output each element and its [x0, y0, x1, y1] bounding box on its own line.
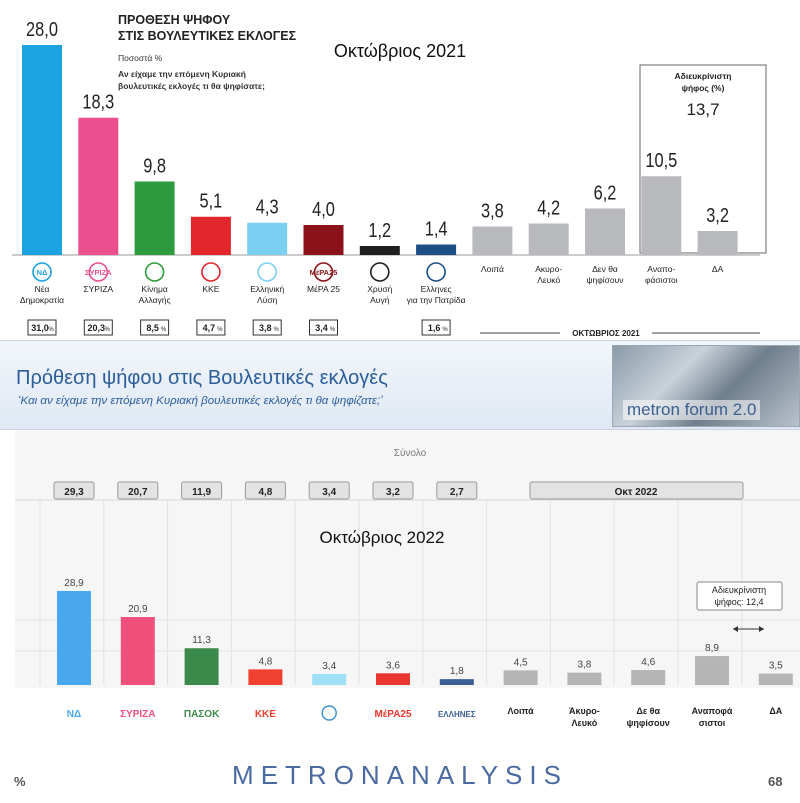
- category-label-2021-6-0: Χρυσή: [367, 284, 393, 294]
- reduced-value-2021-1: 20,3: [87, 323, 106, 333]
- value-label-2021-1: 18,3: [82, 90, 115, 114]
- reduced-suffix-2021-0: %: [48, 327, 54, 333]
- category-label-2021-10-1: ψηφίσουν: [586, 275, 624, 285]
- party-logo-2022-1: ΣΥΡΙΖΑ: [120, 709, 156, 720]
- period-label: Οκτώβριος 2021: [333, 41, 467, 61]
- reduced-value-2022-4: 3,4: [322, 487, 337, 498]
- chart-october-2021: [0, 0, 800, 340]
- category-label-2022-7-0: Λοιπά: [507, 706, 534, 716]
- reduced-suffix-2021-1: %: [104, 327, 110, 333]
- reduced-value-2021-5: 3,4: [315, 323, 328, 333]
- bar-2022-7: [504, 670, 538, 685]
- bar-2021-3: [191, 217, 231, 255]
- reduced-value-2021-0: 31,0: [31, 323, 49, 333]
- party-logo-2022-3: ΚΚΕ: [254, 709, 276, 720]
- reduced-value-2022-1: 20,7: [128, 487, 148, 498]
- value-label-2021-7: 1,4: [424, 216, 448, 240]
- value-label-2021-9: 4,2: [537, 195, 561, 219]
- undecided-box-2022-line2: ψήφος: 12,4: [714, 597, 764, 607]
- value-label-2021-3: 5,1: [199, 189, 223, 213]
- category-label-2021-2-1: Αλλαγής: [138, 295, 171, 305]
- bar-2022-1: [121, 617, 155, 685]
- value-label-2021-12: 3,2: [706, 203, 729, 227]
- question-line2: βουλευτικές εκλογές τι θα ψηφίσατε;: [118, 81, 265, 91]
- value-label-2021-4: 4,3: [255, 195, 279, 219]
- reduced-value-2022-3: 4,8: [258, 487, 273, 498]
- chart-header: Σύνολο: [393, 448, 427, 459]
- party-logo-2022-5: ΜέΡΑ25: [374, 709, 412, 720]
- bar-2021-5: [304, 225, 344, 255]
- party-logo-3: [202, 263, 220, 281]
- reduced-suffix-2021-7: %: [442, 327, 448, 333]
- bar-2021-1: [78, 118, 118, 255]
- reduced-value-2022-0: 29,3: [64, 487, 84, 498]
- category-label-2022-8-0: Άκυρο-: [568, 706, 600, 716]
- value-label-2022-3: 4,8: [258, 656, 273, 668]
- value-label-2022-6: 1,8: [449, 666, 464, 678]
- category-label-2021-9-0: Ακυρο-: [535, 264, 563, 274]
- party-logo-2022-0: ΝΔ: [66, 709, 82, 720]
- reduced-value-2022-2: 11,9: [192, 487, 212, 498]
- value-label-2022-5: 3,6: [386, 660, 400, 672]
- category-label-2021-10-0: Δεν θα: [592, 264, 618, 274]
- category-label-2021-9-1: Λευκό: [537, 275, 561, 285]
- value-label-2022-0: 28,9: [64, 578, 84, 589]
- value-label-2021-8: 3,8: [481, 198, 504, 222]
- party-logo-label-1: ΣΥΡΙΖΑ: [85, 268, 112, 277]
- category-label-2021-0-0: Νέα: [34, 284, 50, 294]
- bar-2021-12: [698, 231, 738, 255]
- party-logo-7: [427, 263, 445, 281]
- chart-october-2022: [0, 430, 800, 800]
- banner-brand: metron forum 2.0: [623, 400, 760, 420]
- section-label: ΟΚΤΩΒΡΙΟΣ 2021: [572, 329, 640, 338]
- undecided-box-value: 13,7: [686, 100, 720, 119]
- bar-2021-10: [585, 209, 625, 256]
- party-logo-label-5: ΜέΡΑ25: [309, 268, 338, 277]
- undecided-box-line1: Αδιευκρίνιστη: [674, 71, 732, 81]
- category-label-2021-1-0: ΣΥΡΙΖΑ: [83, 284, 114, 294]
- category-label-2021-4-1: Λύση: [257, 295, 278, 305]
- category-label-2021-11-1: φάσιστοι: [644, 275, 678, 285]
- bar-2022-2: [185, 648, 219, 685]
- bar-2022-3: [248, 669, 282, 685]
- category-label-2021-6-1: Αυγή: [370, 295, 390, 305]
- bar-2021-2: [135, 182, 175, 256]
- value-label-2022-2: 11,3: [192, 635, 211, 647]
- party-logo-4: [258, 263, 276, 281]
- percent-sign: %: [14, 774, 26, 789]
- banner-title: Πρόθεση ψήφου στις Βουλευτικές εκλογές: [16, 367, 388, 389]
- chart-title-line1: ΠΡΟΘΕΣΗ ΨΗΦΟΥ: [118, 13, 231, 27]
- value-label-2021-0: 28,0: [26, 17, 58, 41]
- category-label-2022-8-1: Λευκό: [571, 718, 598, 728]
- category-label-2022-9-1: ψηφίσουν: [626, 718, 670, 728]
- reduced-suffix-2021-5: %: [329, 327, 336, 333]
- category-label-2021-5-0: ΜέΡΑ 25: [307, 284, 340, 294]
- bar-2021-9: [529, 224, 569, 256]
- bar-2021-4: [247, 223, 287, 255]
- bar-2022-5: [376, 673, 410, 685]
- bar-2022-8: [567, 673, 601, 685]
- reduced-value-2022-5: 3,2: [386, 487, 400, 498]
- period-label-2022: Οκτώβριος 2022: [319, 528, 445, 547]
- value-label-2022-1: 20,9: [128, 604, 148, 616]
- value-label-2021-11: 10,5: [645, 148, 678, 172]
- category-label-2021-4-0: Ελληνική: [250, 284, 285, 294]
- banner-photo: [612, 345, 800, 427]
- reduced-value-2021-3: 4,7: [202, 323, 216, 333]
- unit-label: Ποσοστά %: [118, 53, 163, 63]
- value-label-2022-4: 3,4: [322, 660, 337, 672]
- reduced-value-2022-6: 2,7: [449, 487, 464, 498]
- value-label-2021-5: 4,0: [312, 197, 335, 221]
- reduced-value-2021-7: 1,6: [427, 323, 441, 333]
- category-label-2021-7-0: Ελληνες: [420, 284, 452, 294]
- bar-2021-7: [416, 245, 456, 256]
- question-line1: Αν είχαμε την επόμενη Κυριακή: [118, 69, 246, 79]
- reduced-suffix-2021-2: %: [160, 327, 167, 333]
- party-logo-2: [146, 263, 164, 281]
- value-label-2022-10: 8,9: [705, 643, 719, 655]
- banner-subtitle: ‘Και αν είχαμε την επόμενη Κυριακή βουλευτικές εκλογές τι θα ψηφίζατε;’: [18, 395, 383, 407]
- chart-title-line2: ΣΤΙΣ ΒΟΥΛΕΥΤΙΚΕΣ ΕΚΛΟΓΕΣ: [118, 29, 297, 43]
- category-label-2021-11-0: Αναπο-: [647, 264, 676, 274]
- category-label-2022-11-0: ΔΑ: [769, 706, 783, 716]
- reduced-suffix-2021-3: %: [217, 327, 223, 333]
- bar-2022-4: [312, 674, 346, 685]
- reduced-suffix-2021-4: %: [273, 327, 279, 333]
- value-label-2021-6: 1,2: [368, 218, 392, 242]
- bar-2021-0: [22, 45, 62, 255]
- party-logo-6: [371, 263, 389, 281]
- bar-2022-9: [631, 670, 665, 685]
- party-logo-2022-2: ΠΑΣΟΚ: [183, 709, 220, 720]
- undecided-box-2022-line1: Αδιευκρίνιστη: [711, 585, 767, 595]
- category-label-2021-12-0: ΔΑ: [711, 264, 724, 274]
- party-logo-label-0: ΝΔ: [36, 268, 48, 277]
- category-label-2021-0-1: Δημοκρατία: [19, 295, 65, 305]
- bar-2021-11: [641, 176, 681, 255]
- bar-2022-11: [759, 674, 793, 685]
- bar-2022-10: [695, 656, 729, 685]
- reduced-value-2021-4: 3,8: [258, 323, 272, 333]
- bar-2021-6: [360, 246, 400, 255]
- value-label-2022-9: 4,6: [641, 657, 656, 669]
- category-label-2022-10-1: σιστοι: [698, 718, 726, 728]
- category-label-2022-9-0: Δε θα: [636, 706, 661, 716]
- value-label-2021-10: 6,2: [593, 180, 617, 204]
- value-label-2021-2: 9,8: [143, 153, 166, 177]
- category-label-2021-2-0: Κίνημα: [141, 284, 168, 294]
- bar-2022-0: [57, 591, 91, 685]
- bar-2022-6: [440, 679, 474, 685]
- category-label-2021-8-0: Λοιπά: [480, 264, 504, 274]
- page-number: 68: [768, 774, 783, 789]
- value-label-2022-8: 3,8: [577, 659, 592, 671]
- party-logo-2022-4: [322, 706, 336, 720]
- metronanalysis-logo: METRONANALYSIS: [232, 760, 568, 790]
- value-label-2022-7: 4,5: [513, 657, 528, 669]
- undecided-box-line2: ψήφος (%): [681, 83, 725, 93]
- survey-banner: [0, 340, 800, 430]
- category-label-2021-7-1: για την Πατρίδα: [406, 295, 466, 305]
- reduced-value-2021-2: 8,5: [146, 323, 159, 333]
- section-label-2022: Οκτ 2022: [614, 487, 658, 498]
- party-logo-2022-6: ΕΛΛΗΝΕΣ: [437, 710, 476, 719]
- category-label-2022-10-0: Αναποφά: [691, 706, 733, 716]
- category-label-2021-3-0: ΚΚΕ: [202, 284, 220, 294]
- bar-2021-8: [472, 227, 512, 256]
- value-label-2022-11: 3,5: [768, 660, 783, 672]
